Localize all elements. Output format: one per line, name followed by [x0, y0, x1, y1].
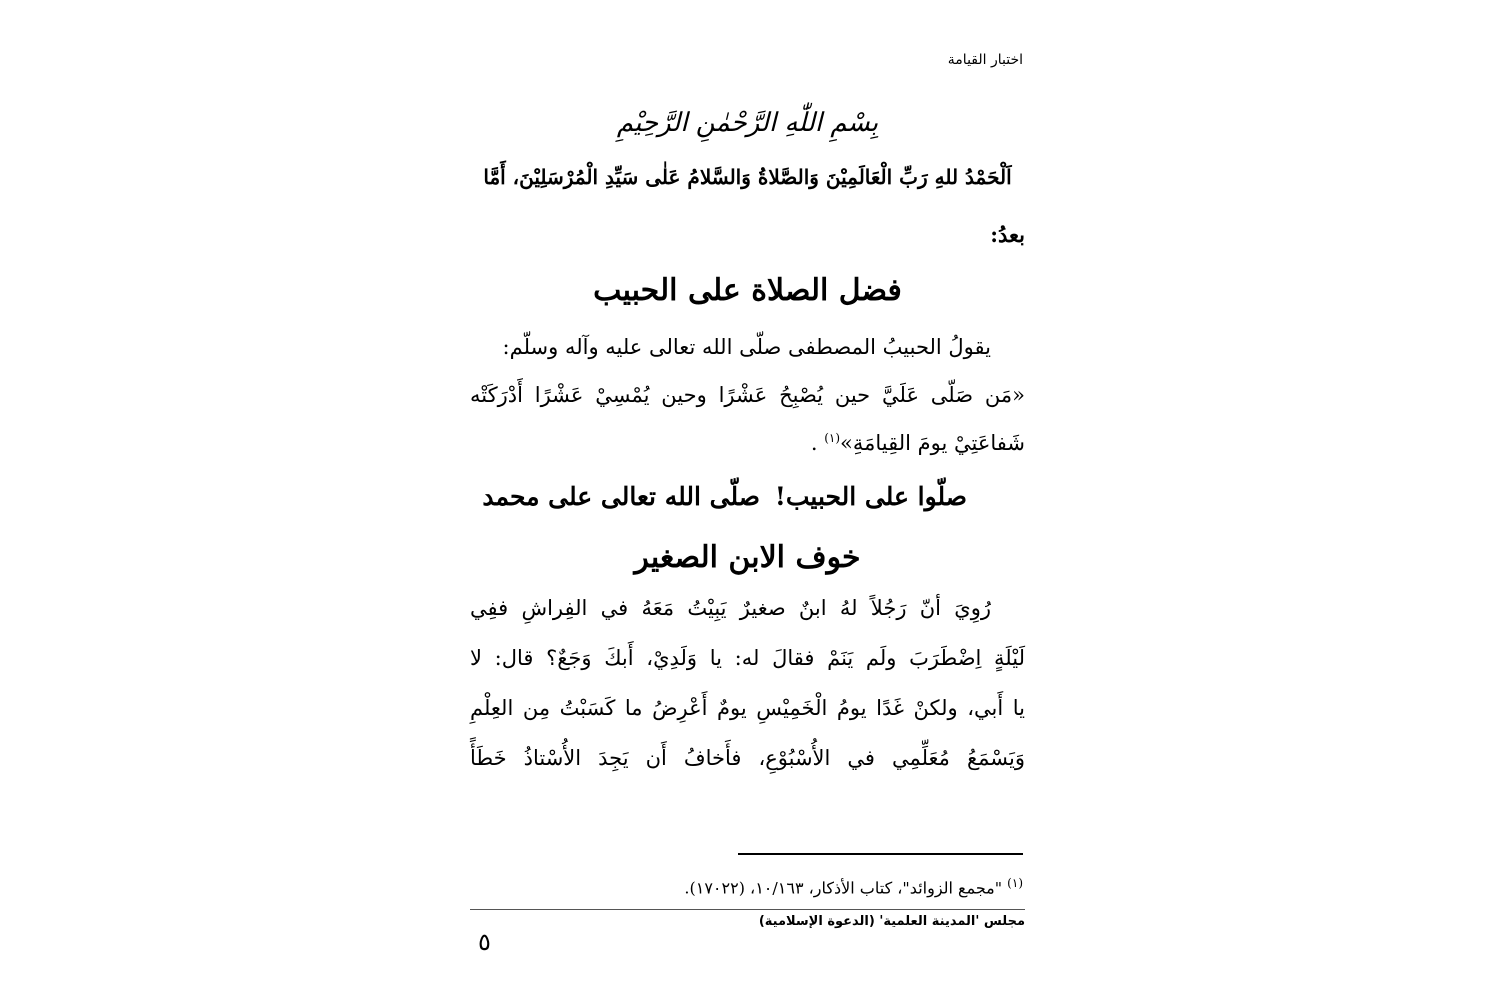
footnote-text: "مجمع الزوائد"، كتاب الأذكار، ١٠/١٦٣، (١٧٠٢٢). [684, 878, 1003, 898]
publisher-name: مجلس 'المدينة العلمية' (الدعوة الإسلامية) [758, 914, 1025, 929]
running-head: اختبار القيامة [947, 52, 1023, 68]
footer-divider [470, 909, 1025, 910]
section-heading-young-son: خوف الابن الصغير [634, 540, 861, 575]
salawat-call: صلّوا على الحبيب! [774, 482, 967, 511]
book-page [470, 0, 1025, 1000]
story-line-4: وَيَسْمَعُ مُعَلِّمِي في الأُسْبُوْعِ، فأَخافُ أَن يَجِدَ الأُسْتاذُ خَطَأً [470, 746, 1025, 770]
story-line-3: يا أَبي، ولكنْ غَدًا يومُ الْخَمِيْسِ يومٌ أَعْرِضُ ما كَسَبْتُ مِن العِلْمِ [470, 696, 1025, 720]
salawat-response: صلّى الله تعالى على محمد [482, 482, 760, 511]
page-number: ٥ [478, 928, 491, 956]
footnote-marker: (١) [1007, 876, 1023, 890]
footnote-divider [738, 853, 1023, 855]
footnote [684, 876, 1023, 897]
hadith-end-mark: . [810, 431, 818, 455]
hadith-line-1: «مَن صَلّى عَلَيَّ حين يُصْبِحُ عَشْرًا وحين يُمْسِيْ عَشْرًا أَدْرَكَتْه [470, 383, 1025, 407]
basmala: بِسْمِ اللّٰهِ الرَّحْمٰنِ الرَّحِيْمِ [616, 108, 879, 138]
thereafter-word: بعدُ: [990, 222, 1025, 247]
footnote-reference[interactable]: (١) [824, 431, 841, 445]
hadith-text: شَفاعَتِيْ يومَ القِيامَةِ» [840, 431, 1025, 455]
story-line-2: لَيْلَةٍ اِضْطَرَبَ ولَم يَنَمْ فقالَ له: يا وَلَدِيْ، أَبكَ وَجَعٌ؟ قال: لا [470, 646, 1025, 670]
hadith-intro: يقولُ الحبيبُ المصطفى صلّى الله تعالى عليه وآله وسلّم: [502, 335, 991, 359]
section-heading-salawat-virtue: فضل الصلاة على الحبيب [593, 273, 902, 308]
hadith-line-2 [470, 431, 1025, 455]
story-line-1: رُوِيَ أنّ رَجُلاً لهُ ابنٌ صغيرٌ يَبِيْتُ مَعَهُ في الفِراشِ ففِي [470, 596, 991, 620]
praise-line: اَلْحَمْدُ للهِ رَبِّ الْعَالَمِيْنَ وَالصَّلاةُ وَالسَّلامُ عَلٰى سَيِّدِ الْمُرْسَلِيْنَ، أَمَّا [483, 165, 1012, 189]
